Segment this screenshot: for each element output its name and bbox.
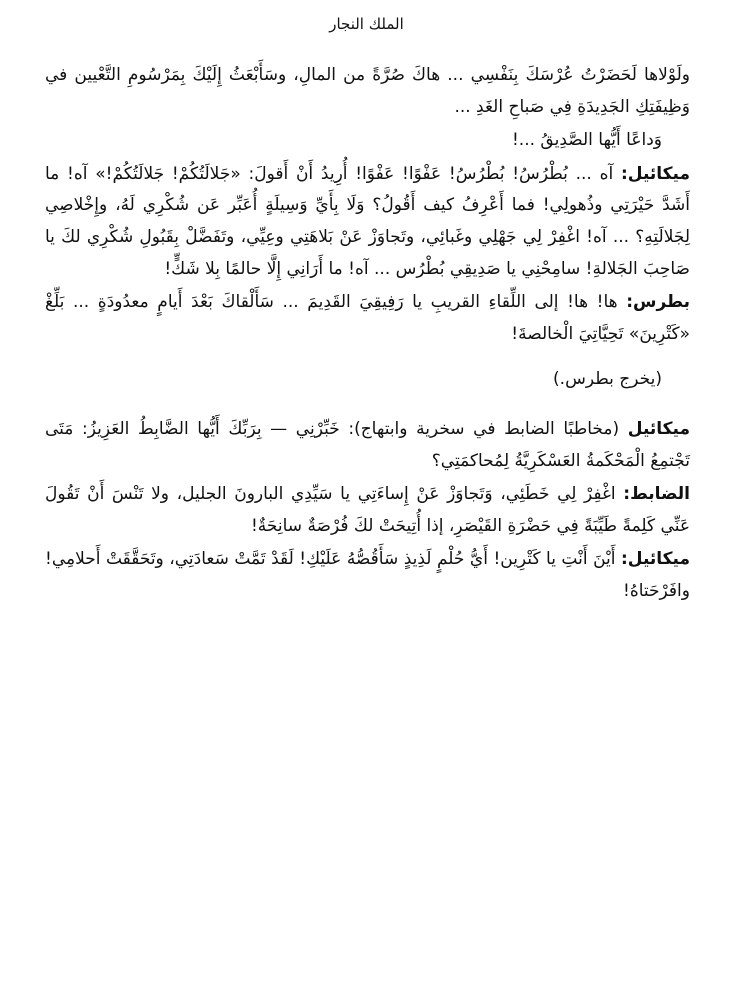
paragraph-text: ولَوْلاها لَحَضَرْتُ عُرْسَكَ بِنَفْسِي ... هاكَ صُرَّةً من المالِ، وسَأَبْعَثُ إِلَيْكَ بِمَرْسُومِ التَّعْيين في وَظِيفَتِكِ الجَدِيدَةِ فِي صَباحِ الغَدِ ... — [45, 65, 690, 117]
dialogue-paragraph-mikhail-3 — [45, 544, 690, 607]
stage-direction-text: (يخرج بطرس.) — [553, 369, 662, 390]
dialogue-paragraph-boutros — [45, 287, 690, 350]
dialogue-text: اغْفِرْ لِي خَطَئِي، وَتَجاوَزْ عَنْ إِساءَتِي يا سَيِّدِي البارونَ الجليل، ولا تَنْسَ أَنْ تَقُولَ عَنِّي كَلِمةً طَيِّبَةً فِي حَضْرَةِ القَيْصَرِ، إذا أُتِيحَتْ لكَ فُرْصَةٌ سانِحَةٌ! — [45, 484, 690, 536]
speaker-name: بطرس: — [626, 292, 690, 313]
dialogue-text: ها! ها! إلى اللِّقاءِ القريبِ يا رَفِيقِيَ القَدِيمَ ... سَأَلْقاكَ بَعْدَ أَيامٍ معدُودَةٍ ... بَلِّغْ «كَتْرِينَ» تَحِيَّاتِيَ الْخالصةَ! — [45, 292, 690, 344]
narration-paragraph — [45, 60, 690, 123]
paragraph-text: وَداعًا أَيُّها الصَّدِيقُ ...! — [511, 130, 662, 151]
farewell-line — [45, 125, 690, 157]
running-header: الملك النجار — [329, 15, 404, 33]
dialogue-paragraph-mikhail-1 — [45, 159, 690, 285]
stage-direction — [45, 364, 690, 396]
dialogue-paragraph-officer — [45, 479, 690, 542]
dialogue-text: أَيْنَ أَنْتِ يا كَتْرِين! أَيُّ حُلْمٍ لَذِيذٍ سَأَقُصُّهُ عَلَيْكِ! لَقَدْ تَمَّتْ سَعادَتِي، وتَحَقَّقَتْ أَحلامِي! وافَرْحَتاهُ! — [45, 549, 690, 601]
speaker-name: الضابط: — [623, 484, 690, 505]
speaker-name: ميكائيل — [627, 418, 690, 439]
dialogue-text: آه ... بُطْرُسُ! بُطْرُسُ! عَفْوًا! عَفْوًا! أُرِيدُ أَنْ أَقولَ: «جَلالَتُكُمْ! جَلالَتُكُمْ!» آه! ما أَشَدَّ حَيْرَتِي وذُهولِي! فما أَعْرِفُ كيف أَقُولُ؟ وَلَا بِأَيِّ وَسِيلَةٍ أُعَبِّر عَن شُكْرِي لَهُ، وإِخْلاصِي لِجَلالَتِهِ؟ ... آه! اغْفِرْ لِي جَهْلِي وغَبائِي، وتَجاوَزْ عَنْ بَلاهَتِي وعِيِّي، وتَفَضَّلْ بِقَبُولِ شُكْرِي لكَ يا صَاحِبَ الجَلالةِ! سامِحْنِي يا صَدِيقِي بُطْرُس ... آه! ما أَرَانِي إِلَّا حالمًا بِلا شَكٍّ! — [45, 163, 690, 279]
speaker-name: ميكائيل: — [620, 549, 690, 570]
dialogue-text: (مخاطبًا الضابط في سخرية وابتهاج): خَبِّرْنِي — بِرَبِّكَ أَيُّها الضَّابِطُ العَزِيزُ: مَتَى تَجْتمِعُ الْمَحْكَمةُ العَسْكَرِيَّةُ لِمُحاكمَتِي؟ — [45, 418, 690, 471]
page-body — [45, 60, 690, 610]
dialogue-paragraph-mikhail-2 — [45, 414, 690, 477]
speaker-name: ميكائيل: — [620, 163, 690, 184]
